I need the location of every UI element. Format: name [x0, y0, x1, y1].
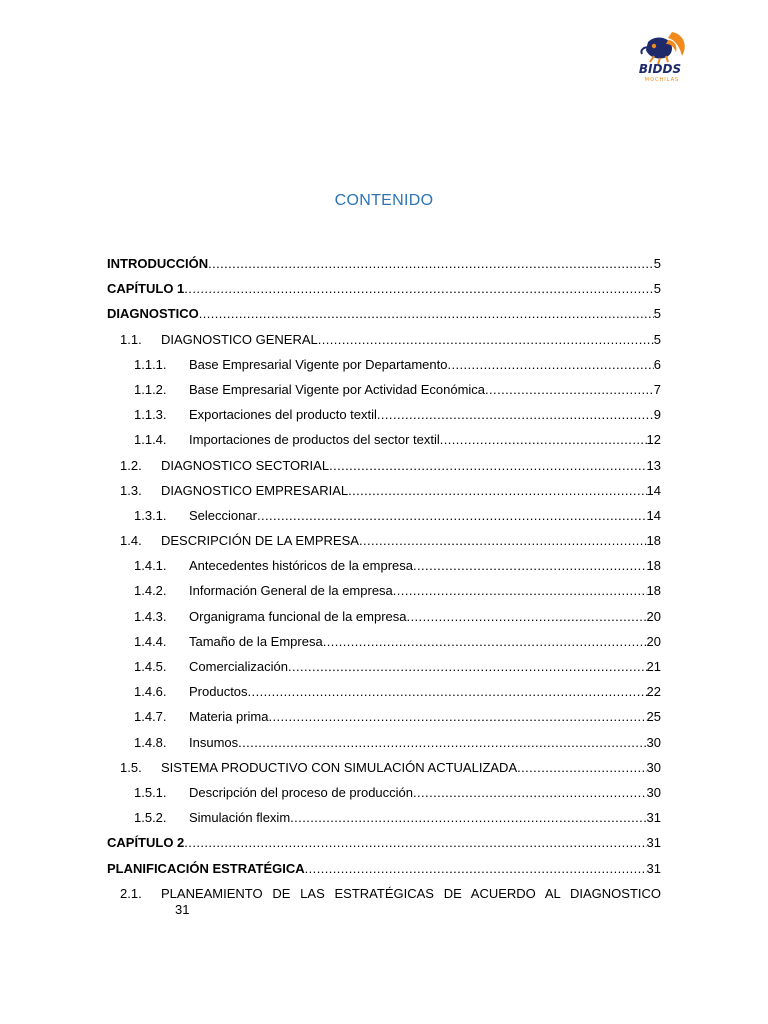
toc-entry-title: Tamaño de la Empresa	[189, 633, 323, 649]
toc-dot-leader	[348, 483, 646, 498]
toc-entry[interactable]	[107, 735, 661, 760]
toc-entry-page: 18	[646, 558, 661, 574]
toc-entry-number: 1.1.2.	[134, 381, 167, 397]
toc-entry-title: Descripción del proceso de producción	[189, 784, 414, 800]
toc-entry-number: 1.3.	[120, 482, 142, 498]
toc-entry[interactable]	[107, 659, 661, 684]
contents-heading: CONTENIDO	[334, 192, 434, 209]
toc-entry-page: 18	[646, 533, 661, 549]
toc-entry-number: 1.3.1.	[134, 507, 167, 523]
toc-entry-title: Antecedentes históricos de la empresa	[189, 558, 414, 574]
toc-entry-title: Base Empresarial Vigente por Departamento	[189, 356, 448, 372]
toc-entry[interactable]	[107, 810, 661, 835]
toc-entry[interactable]	[107, 332, 661, 357]
table-of-contents	[107, 256, 661, 919]
toc-entry-title: Insumos	[189, 734, 239, 750]
toc-entry-page: 13	[646, 457, 661, 473]
toc-entry-page: 25	[646, 709, 661, 725]
toc-entry[interactable]	[107, 357, 661, 382]
toc-entry-page: 31	[646, 835, 661, 851]
toc-entry-page: 9	[653, 407, 661, 423]
toc-dot-leader	[440, 432, 647, 447]
toc-entry-number: 1.4.4.	[134, 633, 167, 649]
toc-entry-page: 20	[646, 608, 661, 624]
toc-entry[interactable]	[107, 785, 661, 810]
toc-dot-leader	[318, 332, 654, 347]
toc-entry[interactable]	[107, 684, 661, 709]
toc-dot-leader	[413, 785, 647, 800]
toc-entry[interactable]	[107, 256, 661, 281]
toc-entry-page: 30	[646, 734, 661, 750]
toc-entry-number: 1.4.5.	[134, 659, 167, 674]
toc-entry-page: 6	[653, 356, 661, 372]
toc-entry-number: 1.1.4.	[134, 432, 167, 448]
toc-dot-leader	[208, 256, 654, 271]
toc-entry[interactable]	[107, 709, 661, 734]
toc-dot-leader	[329, 458, 646, 473]
toc-dot-leader	[199, 306, 654, 321]
toc-entry-page: 31	[175, 901, 190, 917]
toc-entry[interactable]	[107, 835, 661, 860]
toc-entry-number: 1.4.2.	[134, 583, 167, 599]
toc-entry[interactable]	[107, 382, 661, 407]
toc-dot-leader	[268, 709, 646, 724]
toc-entry-number: 1.4.3.	[134, 608, 167, 624]
toc-dot-leader	[393, 583, 647, 598]
toc-entry-page: 14	[646, 507, 661, 523]
toc-dot-leader	[184, 281, 653, 296]
toc-dot-leader	[290, 810, 646, 825]
toc-entry-title: Importaciones de productos del sector textil	[189, 432, 440, 448]
toc-entry-title: DIAGNOSTICO SECTORIAL	[161, 457, 330, 473]
toc-entry-title: Exportaciones del producto textil	[189, 407, 377, 423]
toc-entry-title: Información General de la empresa	[189, 583, 393, 599]
toc-entry-title: CAPÍTULO 2	[107, 835, 185, 851]
toc-dot-leader	[288, 659, 647, 674]
toc-entry[interactable]	[107, 583, 661, 608]
toc-entry[interactable]	[107, 407, 661, 432]
toc-entry-number: 1.1.1.	[134, 356, 167, 372]
toc-entry[interactable]	[107, 508, 661, 533]
toc-entry-title: DESCRIPCIÓN DE LA EMPRESA	[161, 533, 359, 549]
logo-wordmark: BIDDS	[638, 62, 682, 76]
toc-entry[interactable]	[107, 458, 661, 483]
toc-dot-leader	[323, 634, 647, 649]
toc-dot-leader	[257, 508, 647, 523]
toc-entry-title: SISTEMA PRODUCTIVO CON SIMULACIÓN ACTUALIZADA	[161, 759, 518, 775]
toc-entry-title: Productos	[189, 684, 248, 700]
toc-entry-page: 5	[653, 306, 661, 322]
toc-entry-page: 14	[646, 482, 661, 498]
toc-entry[interactable]	[107, 306, 661, 331]
toc-entry-page: 31	[646, 860, 661, 876]
toc-entry-title: Simulación flexim	[189, 810, 291, 826]
toc-entry-page: 12	[646, 432, 661, 448]
toc-entry-number: 1.4.	[120, 533, 142, 549]
toc-dot-leader	[305, 861, 647, 876]
company-logo	[628, 28, 692, 84]
toc-entry[interactable]	[107, 483, 661, 508]
toc-entry-page: 31	[646, 810, 661, 826]
toc-dot-leader	[248, 684, 647, 699]
toc-entry[interactable]	[107, 558, 661, 583]
toc-entry[interactable]	[107, 432, 661, 457]
toc-entry-page: 21	[646, 659, 661, 674]
toc-entry-number: 1.1.	[120, 331, 142, 347]
toc-entry-page: 5	[653, 281, 661, 297]
toc-entry-number: 1.2.	[120, 457, 142, 473]
toc-entry-page: 30	[646, 784, 661, 800]
toc-entry-page: 18	[646, 583, 661, 599]
toc-entry-page: 5	[653, 331, 661, 347]
logo-tagline: MOCHILAS	[644, 77, 680, 83]
toc-entry-title: DIAGNOSTICO	[107, 306, 199, 322]
toc-entry[interactable]	[107, 760, 661, 785]
toc-entry-number: 1.4.1.	[134, 558, 167, 574]
toc-entry[interactable]	[107, 533, 661, 558]
toc-entry-title: INTRODUCCIÓN	[107, 256, 209, 271]
toc-entry[interactable]	[107, 886, 661, 919]
toc-entry-title: Seleccionar	[189, 507, 257, 523]
toc-dot-leader	[377, 407, 654, 422]
toc-entry-number: 1.4.7.	[134, 709, 167, 725]
toc-entry-title: Base Empresarial Vigente por Actividad Económica	[189, 381, 486, 397]
toc-entry[interactable]	[107, 861, 661, 886]
toc-dot-leader	[447, 357, 653, 372]
toc-dot-leader	[359, 533, 647, 548]
toc-entry-page: 30	[646, 759, 661, 775]
toc-dot-leader	[184, 835, 646, 850]
toc-entry-number: 2.1.	[120, 885, 142, 901]
toc-dot-leader	[485, 382, 654, 397]
toc-entry-number: 1.5.1.	[134, 784, 167, 800]
toc-dot-leader	[413, 558, 647, 573]
toc-entry-title: Materia prima	[189, 709, 269, 725]
toc-entry-page: 7	[653, 381, 661, 397]
toc-entry[interactable]	[107, 634, 661, 659]
toc-dot-leader	[238, 735, 646, 750]
toc-entry-title: Comercialización	[189, 659, 288, 674]
toc-entry-number: 1.4.6.	[134, 684, 167, 700]
toc-entry-number: 1.1.3.	[134, 407, 167, 423]
toc-entry-page: 5	[653, 256, 661, 271]
toc-dot-leader	[407, 609, 647, 624]
toc-entry-number: 1.5.2.	[134, 810, 167, 826]
toc-entry-number: 1.5.	[120, 759, 142, 775]
toc-entry-page: 22	[646, 684, 661, 700]
toc-entry-number: 1.4.8.	[134, 734, 167, 750]
toc-entry-title: CAPÍTULO 1	[107, 281, 185, 297]
toc-entry-page: 20	[646, 633, 661, 649]
toc-entry[interactable]	[107, 281, 661, 306]
toc-entry-title: PLANIFICACIÓN ESTRATÉGICA	[107, 860, 305, 876]
toc-entry-title: PLANEAMIENTO DE LAS ESTRATÉGICAS DE ACUERDO AL DIAGNOSTICO	[161, 885, 661, 901]
logo-beetle-icon	[628, 28, 692, 84]
toc-entry[interactable]	[107, 609, 661, 634]
toc-dot-leader	[517, 760, 646, 775]
toc-entry-title: DIAGNOSTICO GENERAL	[161, 331, 318, 347]
toc-entry-title: DIAGNOSTICO EMPRESARIAL	[161, 482, 349, 498]
toc-entry-title: Organigrama funcional de la empresa	[189, 608, 407, 624]
